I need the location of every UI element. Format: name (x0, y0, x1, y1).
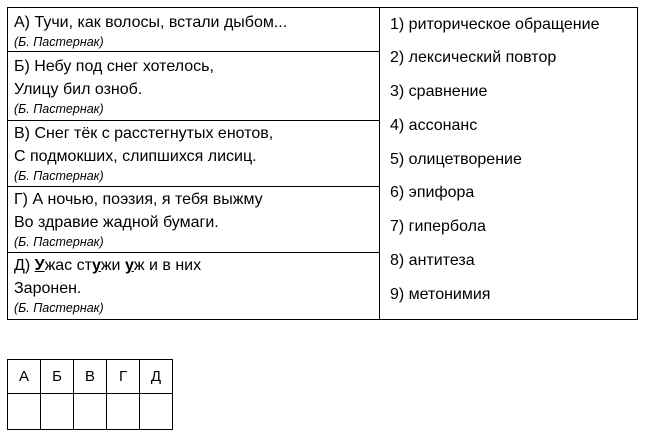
example-v-author: (Б. Пастернак) (14, 169, 104, 183)
option-9: 9) метонимия (390, 286, 491, 303)
option-5: 5) олицетворение (390, 151, 522, 168)
example-a-author: (Б. Пастернак) (14, 35, 104, 49)
example-b (8, 52, 379, 121)
option-2: 2) лексический повтор (390, 49, 557, 66)
matching-table (7, 7, 638, 320)
example-g-author: (Б. Пастернак) (14, 235, 104, 249)
answer-header-row (8, 360, 173, 394)
answer-cell-b[interactable] (41, 394, 74, 430)
example-d-prefix: Д) (14, 257, 35, 274)
answer-header-b: Б (41, 360, 74, 394)
answer-cell-a[interactable] (8, 394, 41, 430)
example-b-line1: Б) Небу под снег хотелось, (14, 58, 214, 75)
example-d-emphasis-3: у (124, 257, 134, 274)
example-b-author: (Б. Пастернак) (14, 102, 104, 116)
option-6: 6) эпифора (390, 184, 475, 201)
example-d-line2: Заронен. (14, 280, 82, 297)
answer-header-d: Д (140, 360, 173, 394)
example-d-author: (Б. Пастернак) (14, 301, 104, 315)
option-1: 1) риторическое обращение (390, 16, 600, 33)
options-column (380, 8, 637, 319)
option-7: 7) гипербола (390, 218, 486, 235)
answer-cell-g[interactable] (107, 394, 140, 430)
example-d-part-6: ж и в них (133, 257, 202, 274)
example-b-line2: Улицу бил озноб. (14, 81, 143, 98)
option-4: 4) ассонанс (390, 117, 478, 134)
example-v-line1: В) Снег тёк с расстегнутых енотов, (14, 125, 274, 142)
example-v (8, 121, 379, 187)
example-a-text: А) Тучи, как волосы, встали дыбом... (14, 14, 288, 31)
example-d-part-4: жи (100, 257, 125, 274)
example-d-emphasis-2: у (91, 257, 101, 274)
example-a (8, 8, 379, 52)
option-3: 3) сравнение (390, 83, 488, 100)
answer-input-row (8, 394, 173, 430)
example-d-line1 (14, 254, 379, 277)
answer-table (7, 359, 173, 430)
example-d-part-2: жас ст (44, 257, 92, 274)
option-8: 8) антитеза (390, 252, 475, 269)
example-d-emphasis-1: У (34, 257, 45, 274)
example-d (8, 253, 379, 319)
answer-header-a: А (8, 360, 41, 394)
answer-header-g: Г (107, 360, 140, 394)
example-v-line2: С подмокших, слипшихся лисиц. (14, 148, 257, 165)
example-g-line2: Во здравие жадной бумаги. (14, 214, 219, 231)
example-g-line1: Г) А ночью, поэзия, я тебя выжму (14, 191, 263, 208)
examples-column (8, 8, 380, 319)
example-g (8, 187, 379, 253)
answer-header-v: В (74, 360, 107, 394)
answer-cell-d[interactable] (140, 394, 173, 430)
answer-cell-v[interactable] (74, 394, 107, 430)
